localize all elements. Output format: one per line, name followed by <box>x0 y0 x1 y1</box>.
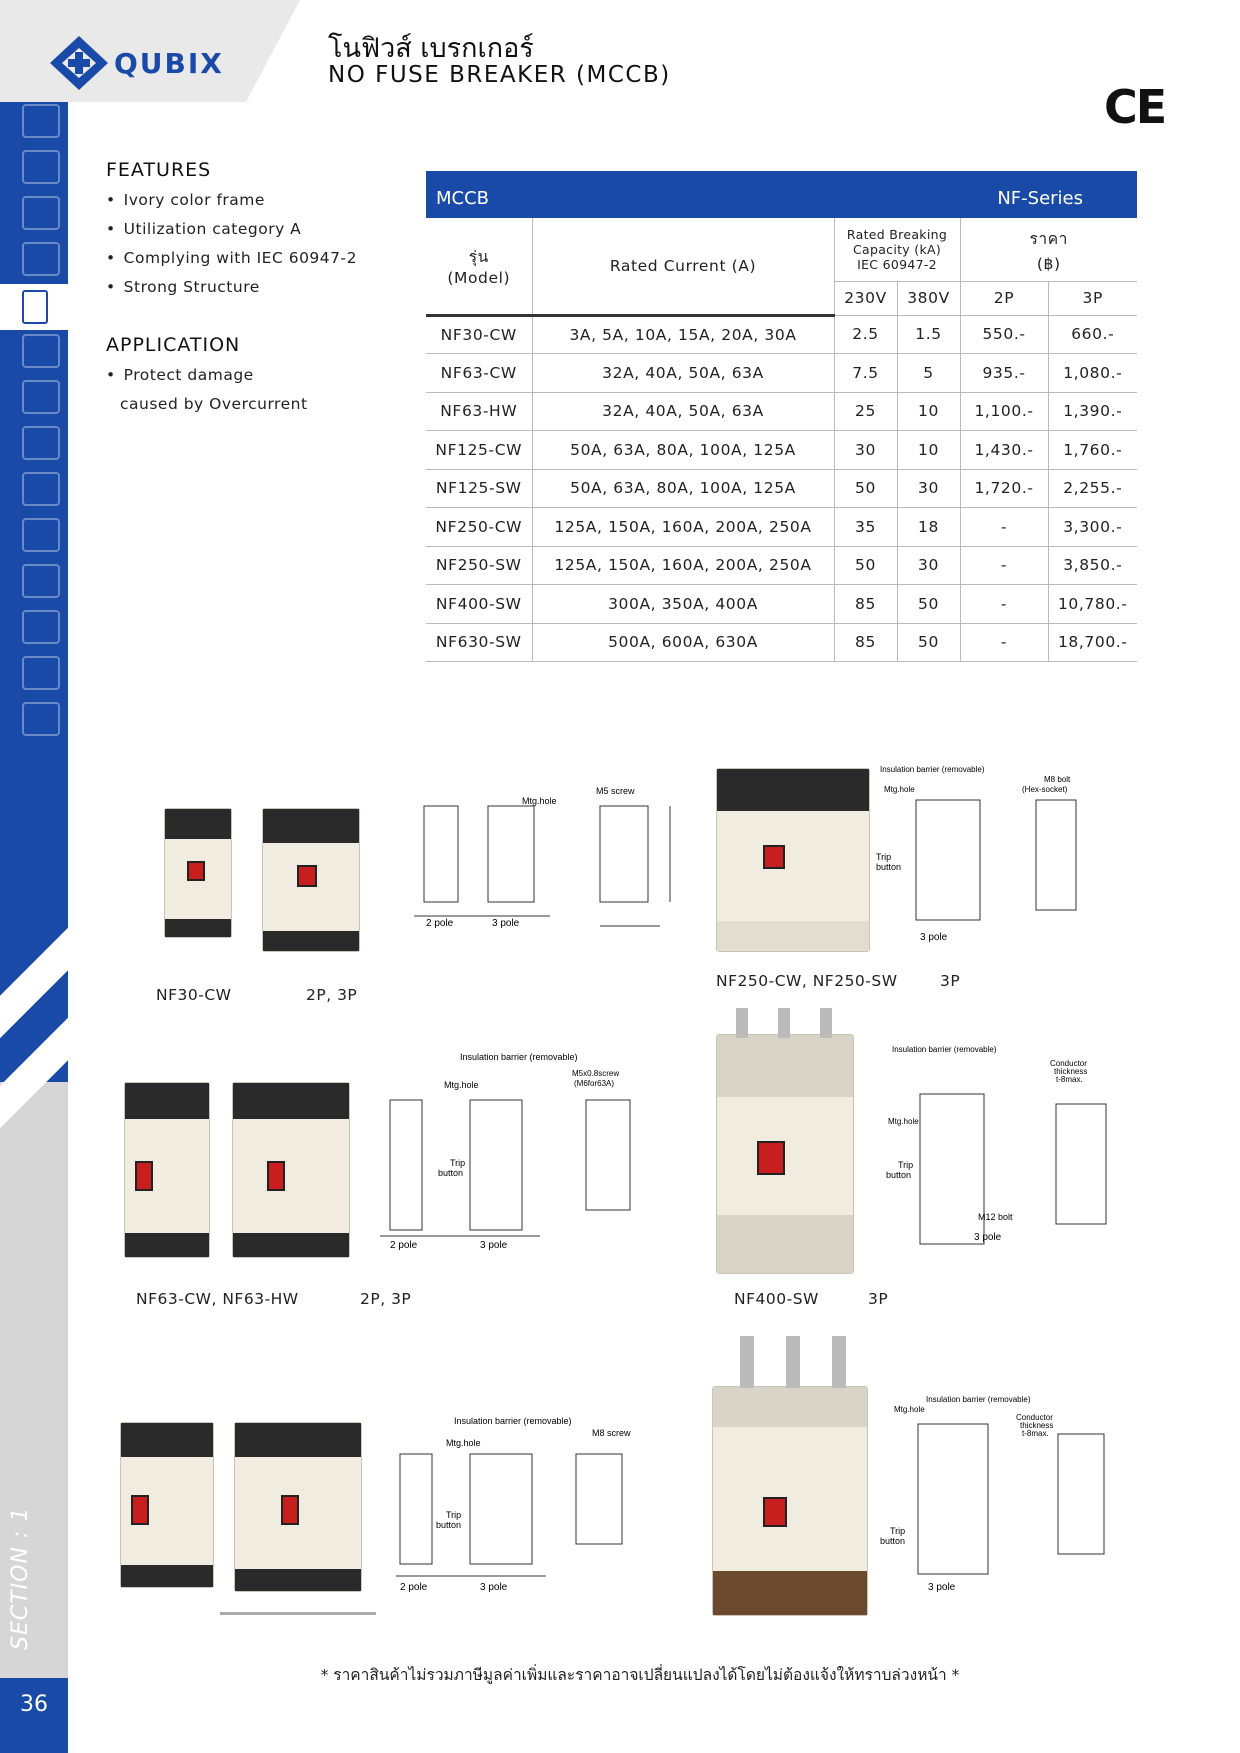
strip-gray-area <box>0 1082 68 1753</box>
label-mtg-hole: Mtg.hole <box>522 796 557 806</box>
label-m12-bolt: M12 bolt <box>978 1212 1013 1222</box>
header-price <box>960 218 1137 281</box>
label-button: button <box>876 862 902 872</box>
header-breaking-line3: IEC 60947-2 <box>857 256 937 272</box>
cell-price-3p: 18,700.- <box>1048 623 1137 662</box>
cell-price-3p: 3,300.- <box>1048 508 1137 547</box>
header-price-unit: (฿) <box>1036 254 1061 273</box>
cell-230v: 35 <box>834 508 897 547</box>
cell-price-3p: 1,760.- <box>1048 431 1137 470</box>
cell-model: NF400-SW <box>426 585 532 624</box>
label-3-pole: 3 pole <box>480 1240 508 1250</box>
table-row <box>426 315 1137 354</box>
dimension-drawing-nf630 <box>880 1394 1120 1594</box>
application-list <box>106 366 308 424</box>
category-icon-6 <box>22 334 60 368</box>
header-2p: 2P <box>960 281 1048 315</box>
label-thickness: thickness <box>1020 1421 1054 1430</box>
header-3p: 3P <box>1048 281 1137 315</box>
category-icon-2 <box>22 150 60 184</box>
terminal-bar <box>832 1336 846 1388</box>
dimension-drawing-nf250 <box>876 764 1096 944</box>
cell-price-3p: 660.- <box>1048 315 1137 354</box>
terminal-bar <box>740 1336 754 1388</box>
dimension-drawing-nf30 <box>400 776 700 948</box>
cell-230v: 85 <box>834 585 897 624</box>
cell-price-2p: - <box>960 623 1048 662</box>
cell-230v: 85 <box>834 623 897 662</box>
label-mtg-hole: Mtg.hole <box>444 1080 479 1090</box>
label-button: button <box>886 1170 912 1180</box>
terminal-bar <box>820 1008 832 1038</box>
table-title-left: MCCB <box>436 188 490 209</box>
category-icon-1 <box>22 104 60 138</box>
caption-nf63-poles: 2P, 3P <box>360 1290 412 1308</box>
caption-nf63-model: NF63-CW, NF63-HW <box>136 1290 299 1308</box>
table-row <box>426 508 1137 547</box>
category-icon-3 <box>22 196 60 230</box>
caption-nf250-model: NF250-CW, NF250-SW <box>716 972 898 990</box>
ce-mark: CE <box>1104 80 1166 134</box>
cell-380v: 50 <box>897 623 960 662</box>
label-insulation-barrier: Insulation barrier (removable) <box>892 1045 997 1054</box>
cell-model: NF125-SW <box>426 469 532 508</box>
cell-current: 500A, 600A, 630A <box>532 623 834 662</box>
cell-380v: 1.5 <box>897 315 960 354</box>
section-label: SECTION : 1 <box>8 1506 33 1650</box>
cell-price-2p: 1,100.- <box>960 392 1048 431</box>
cell-380v: 10 <box>897 431 960 470</box>
label-insulation-barrier: Insulation barrier (removable) <box>454 1416 572 1426</box>
cell-model: NF125-CW <box>426 431 532 470</box>
cell-current: 50A, 63A, 80A, 100A, 125A <box>532 431 834 470</box>
features-list <box>106 191 357 307</box>
page-number: 36 <box>0 1678 68 1753</box>
label-trip: Trip <box>450 1158 466 1168</box>
label-3-pole: 3 pole <box>928 1582 956 1593</box>
cell-230v: 50 <box>834 469 897 508</box>
cell-price-3p: 1,080.- <box>1048 354 1137 393</box>
label-button: button <box>436 1520 462 1530</box>
label-t8max: t-8max. <box>1056 1075 1083 1084</box>
cell-current: 125A, 150A, 160A, 200A, 250A <box>532 508 834 547</box>
cell-current: 32A, 40A, 50A, 63A <box>532 392 834 431</box>
header-breaking-line2: Capacity (kA) <box>852 241 942 257</box>
page-title-thai: โนฟิวส์ เบรกเกอร์ <box>328 33 534 64</box>
header-rated-current: Rated Current (A) <box>532 218 834 315</box>
category-icon-13 <box>22 656 60 690</box>
product-photo-nf63-2p <box>124 1082 210 1258</box>
photo-divider <box>220 1612 376 1615</box>
label-thickness: thickness <box>1054 1067 1088 1076</box>
dimension-drawing-nf125 <box>396 1414 666 1594</box>
cell-model: NF63-CW <box>426 354 532 393</box>
terminal-bar <box>778 1008 790 1038</box>
header-model-thai: รุ่น <box>468 248 489 267</box>
table-row <box>426 585 1137 624</box>
feature-item: • Strong Structure <box>106 278 357 307</box>
label-hex-socket: (Hex-socket) <box>1022 785 1068 794</box>
category-icon-10 <box>22 518 60 552</box>
header-230v: 230V <box>834 281 897 315</box>
product-photo-nf63-3p <box>232 1082 350 1258</box>
label-m8-screw: M8 screw <box>592 1428 631 1438</box>
cell-price-3p: 1,390.- <box>1048 392 1137 431</box>
cell-380v: 18 <box>897 508 960 547</box>
label-conductor: Conductor <box>1016 1413 1053 1422</box>
header-breaking-capacity <box>834 218 960 281</box>
label-m6-for-63a: (M6for63A) <box>574 1079 615 1088</box>
price-disclaimer: * ราคาสินค้าไม่รวมภาษีมูลค่าเพิ่มและราคาอาจเปลี่ยนแปลงได้โดยไม่ต้องแจ้งให้ทราบล่วงหน้า * <box>320 1666 960 1684</box>
header-breaking-line1: Rated Breaking <box>846 226 948 242</box>
cell-price-2p: - <box>960 546 1048 585</box>
feature-item: • Ivory color frame <box>106 191 357 220</box>
category-icon-7 <box>22 380 60 414</box>
table-title-right: NF-Series <box>997 188 1083 209</box>
cell-price-2p: - <box>960 585 1048 624</box>
label-trip: Trip <box>890 1526 906 1536</box>
label-mtg-hole: Mtg.hole <box>446 1438 481 1448</box>
product-photo-nf125-2p <box>120 1422 214 1588</box>
table-row <box>426 469 1137 508</box>
product-photo-nf30-3p <box>262 808 360 952</box>
label-m8-bolt: M8 bolt <box>1044 775 1071 784</box>
cell-price-2p: 1,720.- <box>960 469 1048 508</box>
dimension-drawing-nf400 <box>880 1044 1120 1250</box>
label-insulation-barrier: Insulation barrier (removable) <box>460 1052 578 1062</box>
cell-380v: 5 <box>897 354 960 393</box>
header-380v: 380V <box>897 281 960 315</box>
label-t8max: t-8max. <box>1022 1429 1049 1438</box>
section-strip <box>0 102 68 1753</box>
cell-model: NF630-SW <box>426 623 532 662</box>
caption-nf30-model: NF30-CW <box>156 986 232 1004</box>
application-heading: APPLICATION <box>106 334 241 356</box>
label-mtg-hole: Mtg.hole <box>884 785 915 794</box>
label-insulation-barrier: Insulation barrier (removable) <box>880 765 985 774</box>
header-model <box>426 218 532 315</box>
product-photo-nf250 <box>716 768 870 952</box>
caption-nf400-model: NF400-SW <box>734 1290 819 1308</box>
cell-380v: 50 <box>897 585 960 624</box>
label-m5-screw: M5 screw <box>596 786 635 796</box>
label-insulation-barrier: Insulation barrier (removable) <box>926 1395 1031 1404</box>
page-title-english: NO FUSE BREAKER (MCCB) <box>328 62 671 88</box>
label-button: button <box>880 1536 906 1546</box>
cell-230v: 50 <box>834 546 897 585</box>
cell-230v: 2.5 <box>834 315 897 354</box>
label-2-pole: 2 pole <box>400 1582 428 1593</box>
cell-230v: 30 <box>834 431 897 470</box>
caption-nf30-poles: 2P, 3P <box>306 986 358 1004</box>
cell-230v: 7.5 <box>834 354 897 393</box>
label-mtg-hole: Mtg.hole <box>894 1405 925 1414</box>
cell-price-2p: 935.- <box>960 354 1048 393</box>
table-row <box>426 546 1137 585</box>
spec-table <box>426 218 1137 662</box>
category-icon-4 <box>22 242 60 276</box>
terminal-bar <box>736 1008 748 1038</box>
cell-model: NF250-SW <box>426 546 532 585</box>
label-3-pole: 3 pole <box>492 918 520 929</box>
category-icon-9 <box>22 472 60 506</box>
cell-model: NF63-HW <box>426 392 532 431</box>
cell-price-3p: 3,850.- <box>1048 546 1137 585</box>
table-row <box>426 354 1137 393</box>
header-model-english: (Model) <box>447 269 511 288</box>
cell-price-2p: - <box>960 508 1048 547</box>
cell-price-2p: 550.- <box>960 315 1048 354</box>
label-3-pole: 3 pole <box>974 1232 1002 1243</box>
caption-nf250-poles: 3P <box>940 972 961 990</box>
category-icon-11 <box>22 564 60 598</box>
strip-divider <box>0 910 68 1044</box>
label-trip: Trip <box>876 852 892 862</box>
cell-model: NF30-CW <box>426 315 532 354</box>
cell-price-3p: 10,780.- <box>1048 585 1137 624</box>
product-photo-nf400 <box>716 1034 854 1274</box>
category-icon-breaker-active <box>0 284 68 330</box>
caption-nf400-poles: 3P <box>868 1290 889 1308</box>
label-m5x08-screw: M5x0.8screw <box>572 1069 620 1078</box>
table-row <box>426 392 1137 431</box>
label-trip: Trip <box>446 1510 462 1520</box>
cell-230v: 25 <box>834 392 897 431</box>
label-3-pole: 3 pole <box>480 1582 508 1593</box>
table-row <box>426 431 1137 470</box>
label-conductor: Conductor <box>1050 1059 1087 1068</box>
category-icon-14 <box>22 702 60 736</box>
brand-logo <box>46 34 224 92</box>
product-photo-nf630 <box>712 1386 868 1616</box>
cell-current: 32A, 40A, 50A, 63A <box>532 354 834 393</box>
table-title-bar <box>426 171 1137 218</box>
features-heading: FEATURES <box>106 159 212 181</box>
application-item-continued: caused by Overcurrent <box>120 395 308 413</box>
feature-item: • Utilization category A <box>106 220 357 249</box>
cell-380v: 10 <box>897 392 960 431</box>
cell-price-3p: 2,255.- <box>1048 469 1137 508</box>
label-mtg-hole: Mtg.hole <box>888 1117 919 1126</box>
product-photo-nf125-3p <box>234 1422 362 1592</box>
feature-item: • Complying with IEC 60947-2 <box>106 249 357 278</box>
application-item: • Protect damage <box>106 366 308 395</box>
cell-model: NF250-CW <box>426 508 532 547</box>
label-trip: Trip <box>898 1160 914 1170</box>
cell-current: 3A, 5A, 10A, 15A, 20A, 30A <box>532 315 834 354</box>
cell-price-2p: 1,430.- <box>960 431 1048 470</box>
cell-current: 300A, 350A, 400A <box>532 585 834 624</box>
cell-380v: 30 <box>897 546 960 585</box>
label-2-pole: 2 pole <box>426 918 454 929</box>
category-icon-8 <box>22 426 60 460</box>
cell-380v: 30 <box>897 469 960 508</box>
label-3-pole: 3 pole <box>920 932 948 943</box>
dimension-drawing-nf63 <box>380 1050 660 1250</box>
table-row <box>426 623 1137 662</box>
terminal-bar <box>786 1336 800 1388</box>
cell-current: 125A, 150A, 160A, 200A, 250A <box>532 546 834 585</box>
label-button: button <box>438 1168 464 1178</box>
category-icon-12 <box>22 610 60 644</box>
qubix-logo-icon <box>46 34 112 92</box>
brand-name: QUBIX <box>114 46 224 80</box>
cell-current: 50A, 63A, 80A, 100A, 125A <box>532 469 834 508</box>
product-photo-nf30-2p <box>164 808 232 938</box>
header-price-thai: ราคา <box>1029 229 1068 248</box>
label-2-pole: 2 pole <box>390 1240 418 1250</box>
